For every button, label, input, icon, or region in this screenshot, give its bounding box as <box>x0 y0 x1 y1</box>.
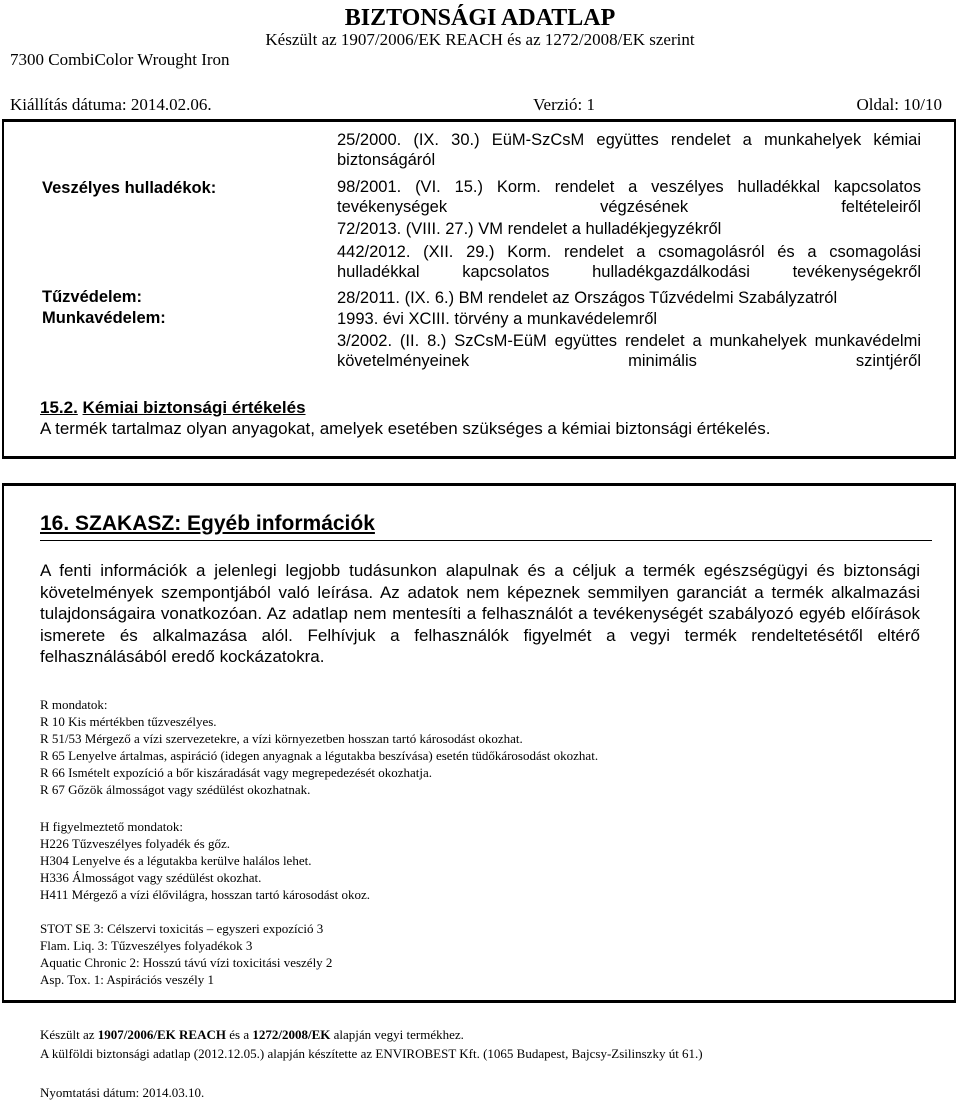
law-1993-xciii: 1993. évi XCIII. törvény a munkavédelemről <box>337 310 658 328</box>
section-16-heading <box>40 508 932 541</box>
labor-protection-label: Munkavédelem: <box>42 309 166 327</box>
section-15-bottom-rule <box>2 456 956 459</box>
fire-protection-label: Tűzvédelem: <box>42 288 142 306</box>
r-phrase: R 66 Ismételt expozíció a bőr kiszáradását vagy megrepedezését okozhatja. <box>40 765 433 780</box>
section-16-heading-text: 16. SZAKASZ: Egyéb információk <box>40 512 375 535</box>
footer-text: alapján vegyi termékhez. <box>330 1027 464 1042</box>
page-number: Oldal: 10/10 <box>856 95 942 114</box>
law-72-2013: 72/2013. (VIII. 27.) VM rendelet a hulladékjegyzékről <box>337 220 722 238</box>
r-phrase: R 51/53 Mérgező a vízi szervezetekre, a vízi környezetben hosszan tartó károsodást okozhat. <box>40 731 523 746</box>
h-phrase: H226 Tűzveszélyes folyadék és gőz. <box>40 836 231 851</box>
law-3-2002: 3/2002. (II. 8.) SzCsM-EüM együttes rendelet a munkahelyek munkavédelmi követelményeinek minimális szintjéről <box>337 332 921 370</box>
law-28-2011: 28/2011. (IX. 6.) BM rendelet az Országos Tűzvédelmi Szabályzatról <box>337 289 838 307</box>
disclaimer-paragraph: A fenti információk a jelenlegi legjobb tudásunkon alapulnak és a céljuk a termék egészségügyi és biztonsági követelmények szempontjából való leírása. Az adatok nem képeznek semmilyen garanciát a termék alkalmazási tulajdonságaira vonatkozóan. Az adatlap nem mentesíti a felhasználót a tevékenységét szabályozó egyéb előírások ismerete és alkalmazása alól. Felhívjuk a felhasználók figyelmét a vegyi termék rendeltetésétől eltérő felhasználásából eredő kockázatokra. <box>40 561 920 666</box>
h-phrase: H304 Lenyelve és a légutakba kerülve halálos lehet. <box>40 853 312 868</box>
law-25-2000: 25/2000. (IX. 30.) EüM-SzCsM együttes rendelet a munkahelyek kémiai biztonságáról <box>337 131 921 169</box>
footer-regulation-line <box>40 1027 464 1043</box>
h-phrase: H336 Álmosságot vagy szédülést okozhat. <box>40 870 262 885</box>
r-phrase: R 10 Kis mértékben tűzveszélyes. <box>40 714 217 729</box>
law-442-2012: 442/2012. (XII. 29.) Korm. rendelet a csomagolásról és a csomagolási hulladékkal kapcsolatos hulladékgazdálkodási tevékenységekről <box>337 243 921 281</box>
issue-date: Kiállítás dátuma: 2014.02.06. <box>10 95 212 114</box>
hazard-class: STOT SE 3: Célszervi toxicitás – egyszeri expozíció 3 <box>40 921 324 936</box>
r-phrase: R 67 Gőzök álmosságot vagy szédülést okozhatnak. <box>40 782 311 797</box>
print-date: Nyomtatási dátum: 2014.03.10. <box>40 1085 205 1100</box>
footer-clp: 1272/2008/EK <box>252 1027 331 1042</box>
footer-text: és a <box>225 1027 253 1042</box>
footer-text: Készült az <box>40 1027 98 1042</box>
hazardous-waste-label: Veszélyes hulladékok: <box>42 179 217 197</box>
law-98-2001: 98/2001. (VI. 15.) Korm. rendelet a veszélyes hulladékkal kapcsolatos tevékenységek végzésének feltételeiről <box>337 178 921 216</box>
product-name: 7300 CombiColor Wrought Iron <box>10 50 230 69</box>
hazard-class: Flam. Liq. 3: Tűzveszélyes folyadékok 3 <box>40 938 253 953</box>
subsection-title: Kémiai biztonsági értékelés <box>82 398 306 417</box>
hazard-class: Aquatic Chronic 2: Hosszú távú vízi toxicitási veszély 2 <box>40 955 333 970</box>
h-phrases-title: H figyelmeztető mondatok: <box>40 819 183 834</box>
subsection-15-2-text: A termék tartalmaz olyan anyagokat, amelyek esetében szükséges a kémiai biztonsági értékelés. <box>40 419 771 438</box>
footer-source-line: A külföldi biztonsági adatlap (2012.12.05.) alapján készítette az ENVIROBEST Kft. (1065 Budapest, Bajcsy-Zsilinszky út 61.) <box>40 1046 703 1061</box>
hazard-class: Asp. Tox. 1: Aspirációs veszély 1 <box>40 972 214 987</box>
section-16-bottom-rule <box>2 1000 956 1003</box>
r-phrase: R 65 Lenyelve ártalmas, aspiráció (idegen anyagnak a légutakba beszívása) esetén tüdőkárosodást okozhat. <box>40 748 599 763</box>
version: Verzió: 1 <box>533 95 595 114</box>
subsection-15-2-heading <box>40 397 306 419</box>
h-phrase: H411 Mérgező a vízi élővilágra, hosszan tartó károsodást okoz. <box>40 887 370 902</box>
document-title: BIZTONSÁGI ADATLAP <box>344 5 616 31</box>
document-subtitle: Készült az 1907/2006/EK REACH és az 1272/2008/EK szerint <box>265 30 695 49</box>
r-phrases-title: R mondatok: <box>40 697 108 712</box>
header-meta-row <box>10 95 942 115</box>
footer-reach: 1907/2006/EK REACH <box>97 1027 226 1042</box>
subsection-number: 15.2. <box>40 398 78 417</box>
